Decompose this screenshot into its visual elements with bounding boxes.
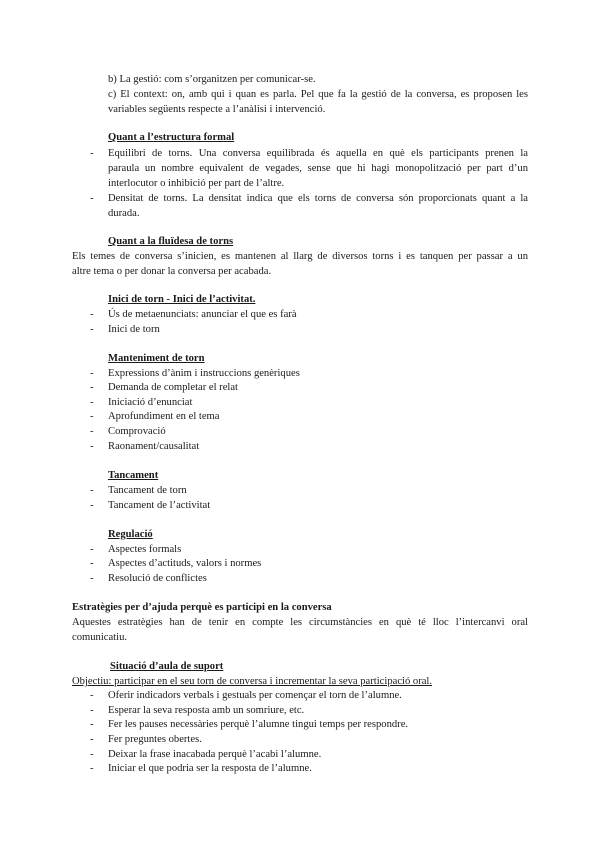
bullet-dash: -: [90, 690, 94, 701]
list-item: Iniciació d’enunciat: [108, 397, 193, 408]
heading-strategies: Estratègies per d’ajuda perquè es participi en la conversa: [72, 602, 332, 613]
list-item: Esperar la seva resposta amb un somriure, etc.: [108, 705, 305, 716]
list-item: Tancament de torn: [108, 485, 187, 496]
bullet-dash: -: [90, 411, 94, 422]
bullet-dash: -: [90, 397, 94, 408]
list-item: Aspectes formals: [108, 544, 182, 555]
strategies-para-line1: Aquestes estratègies han de tenir en compte les circumstàncies en què té lloc l’intercanvi oral: [72, 617, 528, 628]
list-item: Fer preguntes obertes.: [108, 734, 202, 745]
heading-turn-start: Inici de torn - Inici de l’activitat.: [108, 294, 256, 305]
list-item: Raonament/causalitat: [108, 441, 200, 452]
strategies-para-line2: comunicatiu.: [72, 632, 128, 643]
bullet-dash: -: [90, 441, 94, 452]
formal-item2-line1: Densitat de torns. La densitat indica que els torns de conversa són proporcionats quant a la: [108, 193, 528, 204]
bullet-dash: -: [90, 734, 94, 745]
heading-regulation: Regulació: [108, 529, 153, 540]
heading-closing: Tancament: [108, 470, 159, 481]
bullet-dash: -: [90, 485, 94, 496]
list-item: Tancament de l’activitat: [108, 500, 211, 511]
formal-item1-line3: interlocutor o inhibició per part de l’altre.: [108, 178, 285, 189]
bullet-dash: -: [90, 558, 94, 569]
heading-turn-maintenance: Manteniment de torn: [108, 353, 205, 364]
intro-line-b: b) La gestió: com s’organitzen per comunicar-se.: [108, 74, 316, 85]
bullet-dash: -: [90, 426, 94, 437]
support-objective: Objectiu: participar en el seu torn de conversa i incrementar la seva participació oral.: [72, 676, 433, 687]
list-item: Deixar la frase inacabada perquè l’acabi l’alumne.: [108, 749, 322, 760]
bullet-dash: -: [90, 148, 94, 159]
bullet-dash: -: [90, 368, 94, 379]
list-item: Iniciar el que podria ser la resposta de l’alumne.: [108, 763, 312, 774]
list-item: Comprovació: [108, 426, 166, 437]
bullet-dash: -: [90, 705, 94, 716]
bullet-dash: -: [90, 544, 94, 555]
bullet-dash: -: [90, 749, 94, 760]
heading-support-classroom: Situació d’aula de suport: [110, 661, 224, 672]
list-item: Oferir indicadors verbals i gestuals per començar el torn de l’alumne.: [108, 690, 402, 701]
list-item: Demanda de completar el relat: [108, 382, 239, 393]
bullet-dash: -: [90, 763, 94, 774]
list-item: Aspectes d’actituds, valors i normes: [108, 558, 262, 569]
heading-formal-structure: Quant a l’estructura formal: [108, 132, 235, 143]
intro-line-c1: c) El context: on, amb qui i quan es parla. Pel que fa la gestió de la conversa, es proposen les: [108, 89, 528, 100]
intro-line-c2: variables següents respecte a l’anàlisi i intervenció.: [108, 104, 326, 115]
list-item: Expressions d’ànim i instruccions genèriques: [108, 368, 300, 379]
bullet-dash: -: [90, 324, 94, 335]
list-item: Ús de metaenunciats: anunciar el que es farà: [108, 309, 297, 320]
bullet-dash: -: [90, 309, 94, 320]
list-item: Resolució de conflictes: [108, 573, 207, 584]
heading-turn-fluency: Quant a la fluïdesa de torns: [108, 236, 234, 247]
formal-item1-line1: Equilibri de torns. Una conversa equilibrada és aquella en què els participants prenen la: [108, 148, 528, 159]
fluency-para-line2: altre tema o per donar la conversa per acabada.: [72, 266, 272, 277]
formal-item1-line2: paraula un nombre equivalent de vegades, sense que hi hagi monopolització per part d’un: [108, 163, 528, 174]
bullet-dash: -: [90, 382, 94, 393]
list-item: Inici de torn: [108, 324, 160, 335]
bullet-dash: -: [90, 719, 94, 730]
formal-item2-line2: durada.: [108, 208, 140, 219]
bullet-dash: -: [90, 573, 94, 584]
fluency-para-line1: Els temes de conversa s’inicien, es mantenen al llarg de diversos torns i es tanquen per passar a un: [72, 251, 528, 262]
bullet-dash: -: [90, 500, 94, 511]
list-item: Fer les pauses necessàries perquè l’alumne tingui temps per respondre.: [108, 719, 409, 730]
list-item: Aprofundiment en el tema: [108, 411, 220, 422]
bullet-dash: -: [90, 193, 94, 204]
